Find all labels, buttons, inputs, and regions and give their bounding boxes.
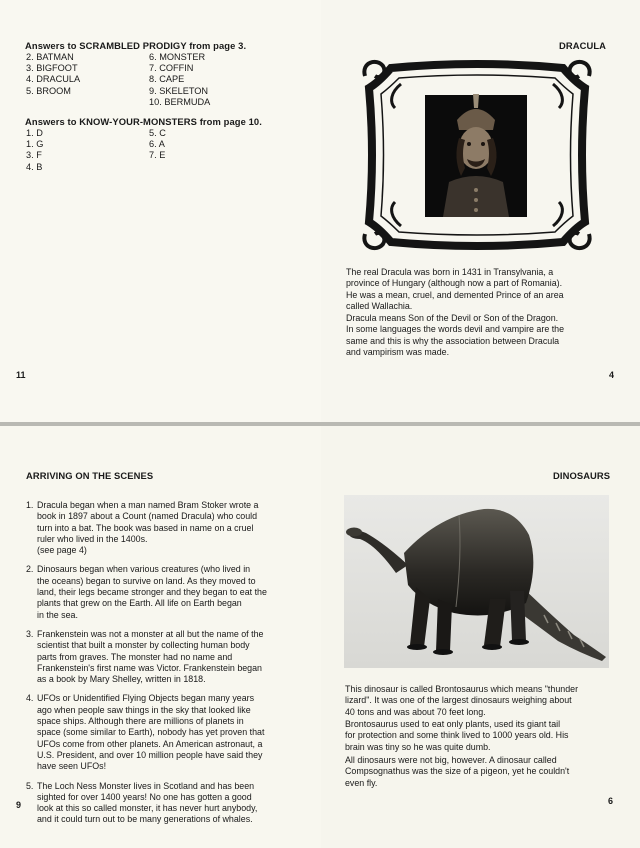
page-number: 11 [16,370,26,380]
know-answers-col2 [149,128,166,162]
list-item: 2. Dinosaurs began when various creatures (who lived in the oceans) began to survive on land. As they moved to land, their legs became stronger and they began to eat the plants that grew on the Earth. All life on Earth began in the sea. [26,564,267,620]
answer-item: 2. BATMAN [26,52,74,62]
scrambled-heading: Answers to SCRAMBLED PRODIGY from page 3. [25,40,247,51]
dinosaur-paragraph-2: Brontosaurus used to eat only plants, used its giant tail for protection and some think lived to 1000 years old. His brain was tiny so he was quite dumb. [345,719,569,752]
brontosaurus-photo [344,495,609,668]
list-item: 3. Frankenstein was not a monster at all but the name of the scientist that built a monster by collecting human body parts from graves. The monster had no name and Frankenstein's first name was Victor. Frankenstein began as a book by Mary Shelley, written in 1818. [26,628,264,685]
answer-item: 8. CAPE [149,74,185,85]
page-number: 6 [608,796,614,806]
answer-item: 7. E [149,150,166,161]
dracula-paragraph-2: Dracula means Son of the Devil or Son of the Dragon. In some languages the words devil and vampire are the same and this is why the association between Dracula and vampirism was made. [346,313,565,358]
answer-item: 9. SKELETON [149,85,209,96]
list-item: 1. Dracula began when a man named Bram Stoker wrote a book in 1897 about a Count (named Dracula) who could turn into a bat. The book was based in name on a cruel ruler who lived in the 1400s. (see page 4) [26,500,259,556]
answer-item: 1. D [26,128,43,138]
page-6 [321,426,640,848]
know-answers-col1 [26,128,43,173]
answer-item: 6. A [149,139,165,150]
page-number: 9 [16,800,22,810]
answer-item: 5. BROOM [26,85,71,96]
page-11 [0,0,321,422]
page-9 [0,426,321,848]
answer-item: 7. COFFIN [149,63,194,74]
page-title: ARRIVING ON THE SCENES [26,470,154,481]
answer-item: 4. DRACULA [26,74,81,85]
scrambled-answers-col1 [26,52,80,97]
scrambled-answers-col2 [149,52,210,108]
page-4 [321,0,640,422]
dinosaur-paragraph-1: This dinosaur is called Brontosaurus which means "thunder lizard". It was one of the largest dinosaurs weighing about 40 tons and was about 70 feet long. [345,684,579,717]
answer-item: 1. G [26,139,44,150]
know-your-monsters-heading: Answers to KNOW-YOUR-MONSTERS from page 10. [25,116,262,127]
page-title: DINOSAURS [553,470,611,481]
answer-item: 6. MONSTER [149,52,206,62]
answer-item: 4. B [26,161,43,172]
page-title: DRACULA [559,40,607,51]
list-item: 4. UFOs or Unidentified Flying Objects began many years ago when people saw things in the sky that looked like space ships. Although there are millions of planets in space (some similar to Earth), nobody has yet proven that UFOs come from other planets. An American astronaut, a U.S. President, and over 10 million people have said they have seen UFOs! [26,693,265,772]
dinosaur-paragraph-3: All dinosaurs were not big, however. A dinosaur called Compsognathus was the size of a pigeon, yet he couldn't even fly. [345,755,570,788]
answer-item: 5. C [149,128,166,138]
dracula-paragraph-1: The real Dracula was born in 1431 in Transylvania, a province of Hungary (although now a part of Romania). He was a mean, cruel, and demented Prince of an area called Wallachia. [346,267,564,312]
ornate-frame [361,58,593,252]
answer-item: 3. F [26,150,42,161]
arrivals-list [26,500,316,834]
answer-item: 10. BERMUDA [149,96,211,107]
answer-item: 3. BIGFOOT [26,63,78,74]
page-number: 4 [609,370,615,380]
list-item: 5. The Loch Ness Monster lives in Scotland and has been sighted for over 1400 years! No one has gotten a good look at this so called monster, it has never hurt anybody, and it could turn out to be many generations of whales. [26,780,258,825]
